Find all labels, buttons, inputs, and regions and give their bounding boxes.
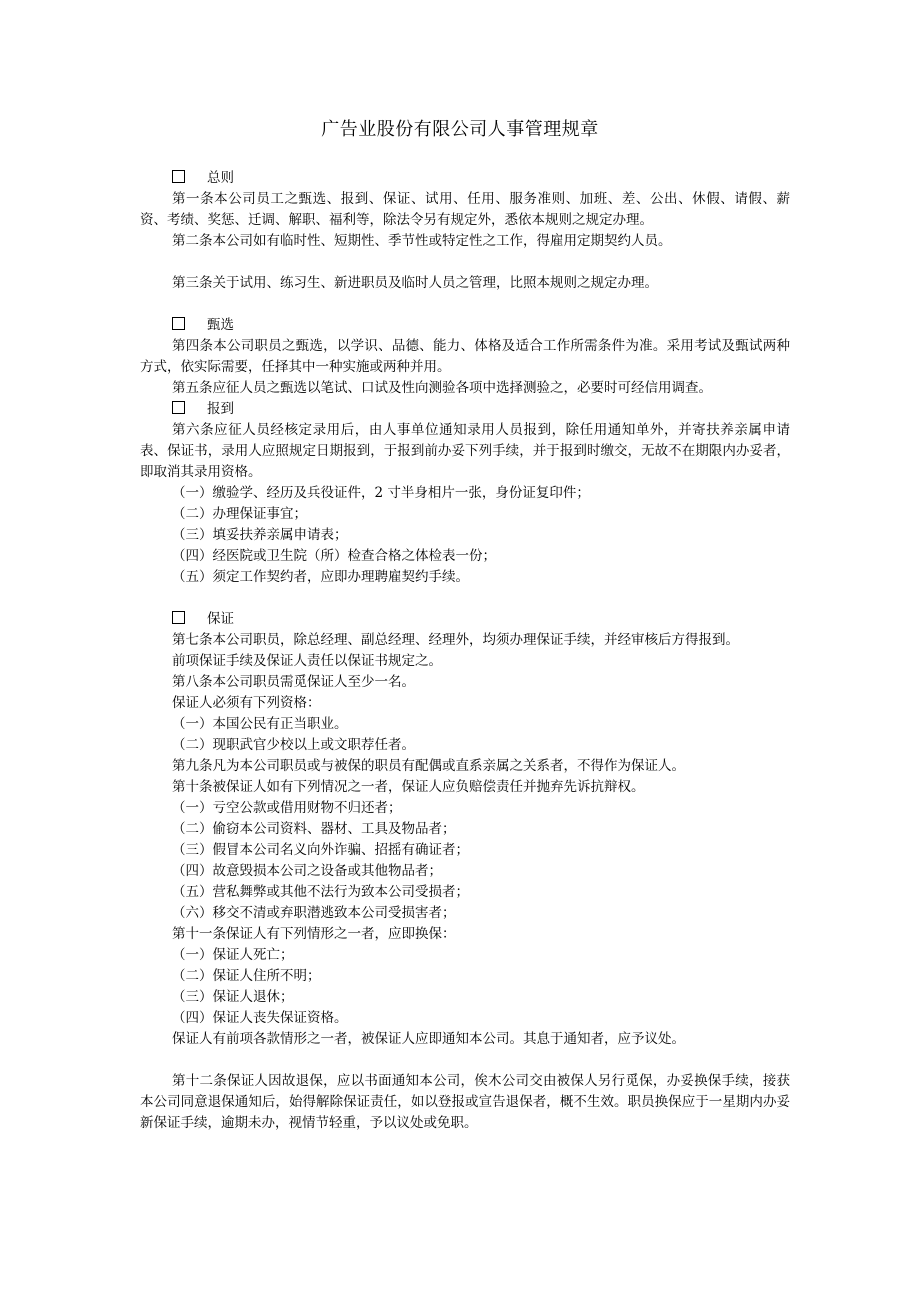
article-4: 第四条本公司职员之甄选，以学识、品德、能力、体格及适合工作所需条件为准。采用考试及甄试两种方式，依实际需要，任择其中一种实施或两种并用。 bbox=[140, 338, 790, 375]
list-item: （一）缴验学、经历及兵役证件，2 寸半身相片一张，身份证复印件； bbox=[172, 485, 590, 501]
document-body bbox=[140, 168, 790, 1134]
list-item: 保证人必须有下列资格： bbox=[172, 695, 321, 711]
list-item: （三）填妥扶养亲属申请表； bbox=[172, 527, 348, 543]
list-item: （二）现职武官少校以上或文职荐任者。 bbox=[172, 737, 415, 753]
article-2: 第二条本公司如有临时性、短期性、季节性或特定性之工作，得雇用定期契约人员。 bbox=[172, 233, 672, 249]
checkbox-icon bbox=[172, 317, 185, 330]
list-item: （一）本国公民有正当职业。 bbox=[172, 716, 348, 732]
list-item: （三）保证人退休； bbox=[172, 989, 294, 1005]
list-item: 保证人有前项各款情形之一者，被保证人应即通知本公司。其息于通知者，应予议处。 bbox=[172, 1031, 685, 1047]
list-item: （三）假冒本公司名义向外诈骗、招摇有确证者； bbox=[172, 842, 469, 858]
checkbox-icon bbox=[172, 611, 185, 624]
article-1: 第一条本公司员工之甄选、报到、保证、试用、任用、服务准则、加班、差、公出、休假、请假、薪资、考绩、奖惩、迁调、解职、福利等，除法令另有规定外，悉依本规则之规定办理。 bbox=[140, 191, 790, 228]
section-heading-general: 总则 bbox=[140, 168, 790, 189]
list-item: 第十条被保证人如有下列情况之一者，保证人应负赔偿责任并抛弃先诉抗辩权。 bbox=[172, 779, 645, 795]
list-item: （四）故意毁损本公司之设备或其他物品者； bbox=[172, 863, 442, 879]
list-item: （五）营私舞弊或其他不法行为致本公司受损者； bbox=[172, 884, 469, 900]
list-item: （二）保证人住所不明； bbox=[172, 968, 321, 984]
list-item: 第十一条保证人有下列情形之一者，应即换保： bbox=[172, 926, 456, 942]
section-heading-report: 报到 bbox=[140, 399, 790, 420]
checkbox-icon bbox=[172, 170, 185, 183]
list-item: 前项保证手续及保证人责任以保证书规定之。 bbox=[172, 653, 442, 669]
article-7: 第七条本公司职员，除总经理、副总经理、经理外，均须办理保证手续，并经审核后方得报到。 bbox=[172, 632, 739, 648]
list-item: （二）偷窃本公司资料、器材、工具及物品者； bbox=[172, 821, 456, 837]
article-3: 第三条关于试用、练习生、新进职员及临时人员之管理，比照本规则之规定办理。 bbox=[172, 275, 658, 291]
checkbox-icon bbox=[172, 401, 185, 414]
section-heading-selection: 甄选 bbox=[140, 315, 790, 336]
document-title: 广告业股份有限公司人事管理规章 bbox=[321, 119, 599, 140]
list-item: （二）办理保证事宜； bbox=[172, 506, 307, 522]
list-item: 第八条本公司职员需觅保证人至少一名。 bbox=[172, 674, 415, 690]
list-item: 第九条凡为本公司职员或与被保的职员有配偶或直系亲属之关系者，不得作为保证人。 bbox=[172, 758, 685, 774]
list-item: （一）保证人死亡； bbox=[172, 947, 294, 963]
section-heading-guarantee: 保证 bbox=[140, 609, 790, 630]
article-6: 第六条应征人员经核定录用后，由人事单位通知录用人员报到，除任用通知单外，并寄扶养亲属申请表、保证书，录用人应照规定日期报到，于报到前办妥下列手续，并于报到时缴交，无故不在期限内办妥者，即取消其录用资格。 bbox=[140, 422, 790, 480]
list-item: （四）保证人丧失保证资格。 bbox=[172, 1010, 348, 1026]
list-item: （一）亏空公款或借用财物不归还者； bbox=[172, 800, 402, 816]
article-5: 第五条应征人员之甄选以笔试、口试及性向测验各项中选择测验之，必要时可经信用调查。 bbox=[172, 380, 712, 396]
list-item: （五）须定工作契约者，应即办理聘雇契约手续。 bbox=[172, 569, 469, 585]
list-item: （四）经医院或卫生院（所）检查合格之体检表一份； bbox=[172, 548, 496, 564]
article-12: 第十二条保证人因故退保，应以书面通知本公司，俟木公司交由被保人另行觅保，办妥换保手续，接获本公司同意退保通知后，始得解除保证责任，如以登报或宣告退保者，概不生效。职员换保应于一星期内办妥新保证手续，逾期未办，视情节轻重，予以议处或免职。 bbox=[140, 1073, 790, 1131]
list-item: （六）移交不清或弃职潜逃致本公司受损害者； bbox=[172, 905, 456, 921]
